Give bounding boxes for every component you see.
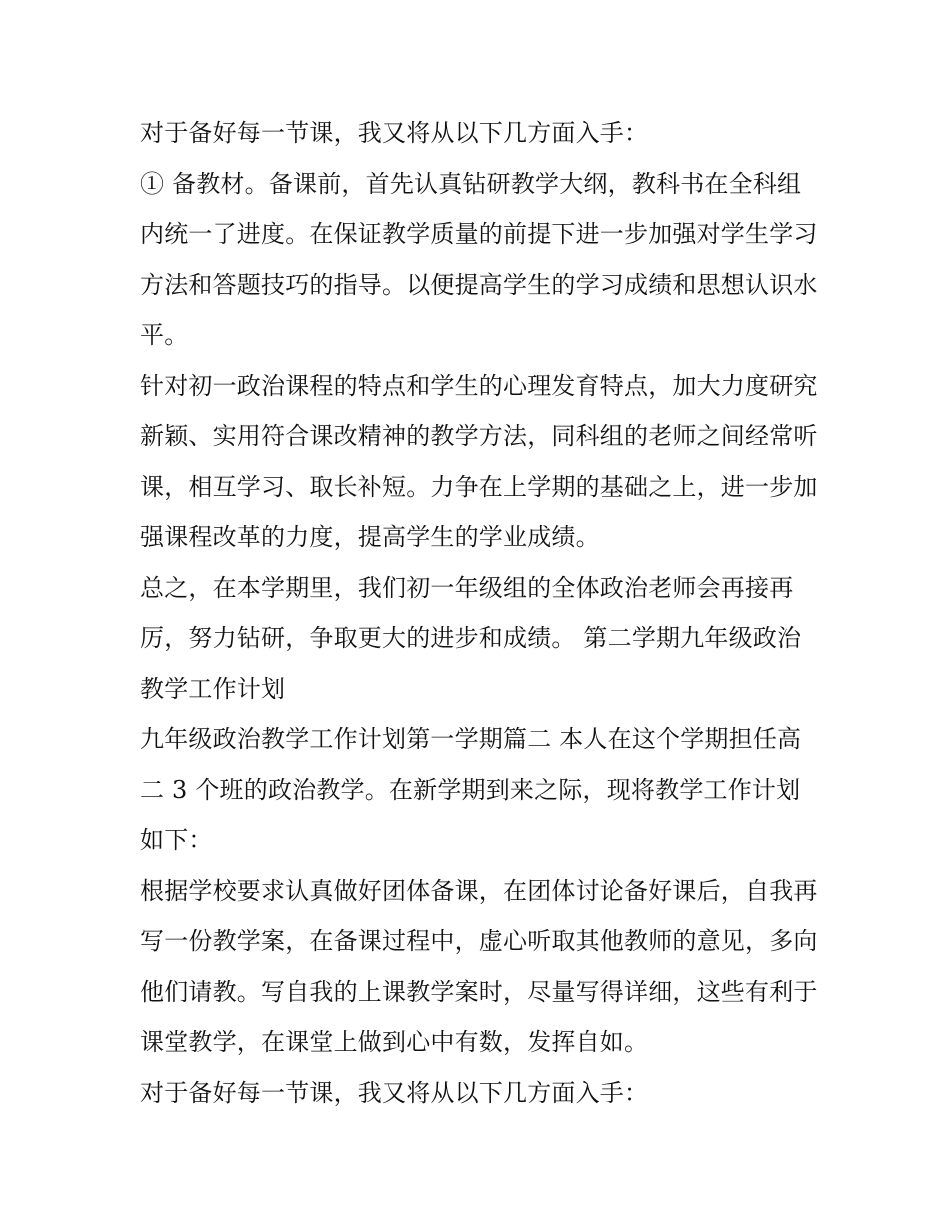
paragraph-group-preparation: 根据学校要求认真做好团体备课，在团体讨论备好课后，自我再写一份教学案，在备课过程中，虚心听取其他教师的意见，多向他们请教。写自我的上课教学案时，尽量写得详细，这些有利于课堂教学，在课堂上做到心中有数，发挥自如。 xyxy=(140,876,818,1056)
document-body xyxy=(140,108,820,1118)
paragraph-prepare-materials: ① 备教材。备课前，首先认真钻研教学大纲，教科书在全科组内统一了进度。在保证教学质量的前提下进一步加强对学生学习方法和答题技巧的指导。以便提高学生的学习成绩和思想认识水平。 xyxy=(140,169,818,349)
paragraph-intro: 对于备好每一节课，我又将从以下几方面入手： xyxy=(140,119,649,147)
paragraph-summary: 总之，在本学期里，我们初一年级组的全体政治老师会再接再厉，努力钻研，争取更大的进步和成绩。 第二学期九年级政治教学工作计划 xyxy=(140,573,802,703)
paragraph-intro-repeat: 对于备好每一节课，我又将从以下几方面入手： xyxy=(140,1078,649,1107)
paragraph-plan-intro: 九年级政治教学工作计划第一学期篇二 本人在这个学期担任高二 3 个班的政治教学。在新学期到来之际，现将教学工作计划如下： xyxy=(140,725,802,854)
paragraph-teaching-methods: 针对初一政治课程的特点和学生的心理发育特点，加大力度研究新颖、实用符合课改精神的教学方法，同科组的老师之间经常听课，相互学习、取长补短。力争在上学期的基础之上，进一步加强课程改革的力度，提高学生的学业成绩。 xyxy=(140,371,818,551)
